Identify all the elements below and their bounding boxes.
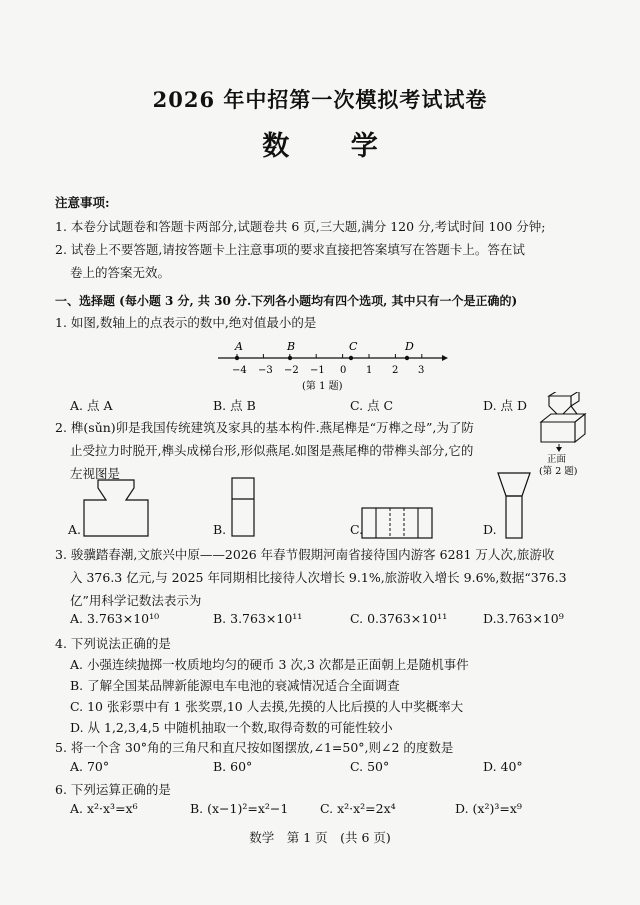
q1-stem: 1. 如图,数轴上的点表示的数中,绝对值最小的是 bbox=[55, 315, 317, 330]
q6-option-b: B. (x−1)²=x²−1 bbox=[190, 801, 289, 816]
q2-option-d-label: D. bbox=[483, 522, 497, 537]
tick-label-3: 3 bbox=[418, 365, 425, 376]
q4-option-a: A. 小强连续抛掷一枚质地均匀的硬币 3 次,3 次都是正面朝上是随机事件 bbox=[70, 657, 469, 672]
subject-title: 数 学 bbox=[262, 131, 404, 162]
notes-item-1: 1. 本卷分试题卷和答题卡两部分,试题卷共 6 页,三大题,满分 120 分,考试时间 100 分钟; bbox=[55, 219, 546, 234]
q2-option-b-figure bbox=[228, 475, 258, 540]
tick-label-2: 2 bbox=[392, 365, 399, 376]
q6-option-a: A. x²·x³=x⁶ bbox=[70, 801, 138, 816]
q2-caption: (第 2 题) bbox=[539, 466, 578, 476]
front-view-label: 正面 bbox=[547, 454, 567, 465]
q1-option-d: D. 点 D bbox=[483, 398, 528, 413]
q3-line-2: 入 376.3 亿元,与 2025 年同期相比接待人次增长 9.1%,旅游收入增长 9.6%,数据“376.3 bbox=[70, 570, 567, 585]
q5-option-c: C. 50° bbox=[350, 759, 390, 774]
q2-option-a-figure bbox=[80, 478, 152, 538]
number-line-figure bbox=[210, 336, 450, 396]
page-footer: 数学 第 1 页 (共 6 页) bbox=[249, 830, 391, 845]
q4-option-d: D. 从 1,2,3,4,5 中随机抽取一个数,取得奇数的可能性较小 bbox=[70, 720, 393, 735]
q1-option-c: C. 点 C bbox=[350, 398, 394, 413]
point-d bbox=[405, 356, 409, 360]
point-b bbox=[288, 356, 292, 360]
q2-option-b-label: B. bbox=[213, 522, 227, 537]
q2-line-1: 2. 榫(sǔn)卯是我国传统建筑及家具的基本构件.燕尾榫是“万榫之母”,为了防 bbox=[55, 420, 474, 435]
q2-option-c-figure bbox=[358, 505, 436, 541]
number-line-arrow bbox=[442, 355, 448, 361]
section-heading: 一、选择题 (每小题 3 分, 共 30 分.下列各小题均有四个选项, 其中只有一个是正确的) bbox=[55, 294, 518, 308]
tick-label-1: 1 bbox=[366, 365, 373, 376]
point-label-d: D bbox=[405, 340, 414, 353]
point-a bbox=[235, 356, 239, 360]
front-arrow-head bbox=[556, 447, 562, 452]
q1-option-b: B. 点 B bbox=[213, 398, 256, 413]
q2-option-c-label: C. bbox=[350, 522, 364, 537]
tick-label-0: 0 bbox=[340, 365, 347, 376]
q1-option-a: A. 点 A bbox=[70, 398, 113, 413]
point-label-a: A bbox=[235, 340, 243, 353]
q6-option-c: C. x²·x²=2x⁴ bbox=[320, 801, 396, 816]
q5-option-d: D. 40° bbox=[483, 759, 523, 774]
notes-item-2-cont: 卷上的答案无效。 bbox=[70, 265, 171, 280]
dovetail-3d-figure bbox=[535, 392, 597, 476]
tick-label-neg1: −1 bbox=[310, 365, 325, 376]
q3-line-1: 3. 骏骥踏春潮,文旅兴中原——2026 年春节假期河南省接待国内游客 6281 万人次,旅游收 bbox=[55, 547, 555, 562]
q2-option-a-label: A. bbox=[68, 522, 82, 537]
q3-option-d: D.3.763×10⁹ bbox=[483, 611, 564, 626]
q2-line-3: 左视图是 bbox=[70, 466, 121, 481]
q6-option-d: D. (x²)³=x⁹ bbox=[455, 801, 522, 816]
point-c bbox=[349, 356, 353, 360]
q1-caption: (第 1 题) bbox=[302, 381, 343, 392]
q6-stem: 6. 下列运算正确的是 bbox=[55, 782, 171, 797]
q3-option-a: A. 3.763×10¹⁰ bbox=[70, 611, 160, 626]
tick-label-neg3: −3 bbox=[258, 365, 273, 376]
q3-option-b: B. 3.763×10¹¹ bbox=[213, 611, 303, 626]
tick-label-neg4: −4 bbox=[232, 365, 247, 376]
q3-line-3: 亿”用科学记数法表示为 bbox=[70, 593, 202, 608]
tick-label-neg2: −2 bbox=[284, 365, 299, 376]
point-label-b: B bbox=[287, 340, 296, 353]
notes-heading: 注意事项: bbox=[55, 195, 110, 210]
q4-stem: 4. 下列说法正确的是 bbox=[55, 636, 171, 651]
q2-option-d-figure bbox=[494, 470, 534, 542]
exam-title: 2026 年中招第一次模拟考试试卷 bbox=[152, 87, 488, 112]
q4-option-c: C. 10 张彩票中有 1 张奖票,10 人去摸,先摸的人比后摸的人中奖概率大 bbox=[70, 699, 464, 714]
point-label-c: C bbox=[349, 340, 358, 353]
q5-option-b: B. 60° bbox=[213, 759, 253, 774]
q4-option-b: B. 了解全国某品牌新能源电车电池的衰减情况适合全面调查 bbox=[70, 678, 400, 693]
q5-stem: 5. 将一个含 30°角的三角尺和直尺按如图摆放,∠1=50°,则∠2 的度数是 bbox=[55, 740, 454, 755]
q3-option-c: C. 0.3763×10¹¹ bbox=[350, 611, 448, 626]
q5-option-a: A. 70° bbox=[70, 759, 110, 774]
notes-item-2: 2. 试卷上不要答题,请按答题卡上注意事项的要求直接把答案填写在答题卡上。答在试 bbox=[55, 242, 525, 257]
q2-line-2: 止受拉力时脱开,榫头成梯台形,形似燕尾.如图是燕尾榫的带榫头部分,它的 bbox=[70, 443, 474, 458]
